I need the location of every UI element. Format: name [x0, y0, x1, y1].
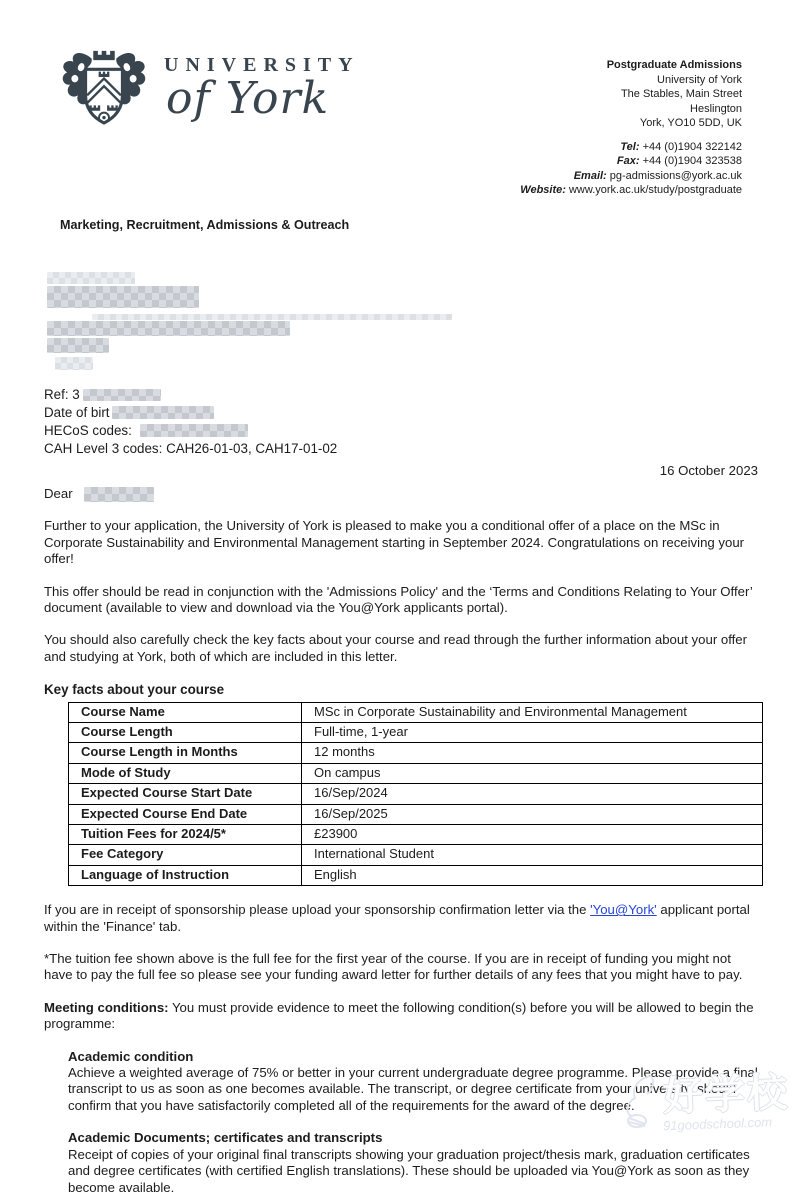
dob-line [44, 404, 758, 422]
tel-value: +44 (0)1904 322142 [642, 140, 742, 153]
contact-address2: Heslington [690, 102, 742, 115]
table-row [69, 865, 763, 885]
contact-address3: York, YO10 5DD, UK [639, 117, 742, 129]
row-label: Course Length [69, 722, 302, 742]
row-value: On campus [302, 763, 763, 783]
wordmark-university: UNIVERSITY [164, 54, 360, 76]
row-label: Course Name [69, 702, 302, 722]
you-at-york-link[interactable]: 'You@York' [590, 902, 657, 918]
row-label: Tuition Fees for 2024/5* [69, 825, 302, 845]
cah-line: CAH Level 3 codes: CAH26-01-03, CAH17-01-02 [44, 440, 338, 456]
condition-heading: Academic condition [68, 1048, 194, 1064]
sender-contact-block [520, 40, 742, 198]
row-value: £23900 [302, 825, 763, 845]
redacted-line [47, 286, 199, 308]
reference-block [44, 386, 758, 458]
row-label: Fee Category [69, 845, 302, 865]
contact-tel [520, 140, 742, 155]
row-value: Full-time, 1-year [302, 722, 763, 742]
meeting-conditions-text: You must provide evidence to meet the following condition(s) before you will be allowed to begin the programme: [44, 999, 754, 1032]
ref-label: Ref: 3 [44, 386, 80, 402]
table-row [69, 702, 763, 722]
email-label: Email: [573, 169, 607, 182]
key-facts-table [68, 702, 763, 887]
table-row [69, 845, 763, 865]
recipient-address-redacted [47, 272, 800, 370]
watermark-cn: 好学校 [662, 1070, 790, 1120]
redacted-hecos [140, 424, 248, 437]
redacted-line [92, 314, 452, 320]
condition-academic [68, 1049, 758, 1115]
table-row [69, 722, 763, 742]
sponsorship-pre: If you are in receipt of sponsorship please upload your sponsorship confirmation letter via the [44, 902, 591, 918]
redacted-dob [112, 406, 214, 419]
hecos-line [44, 422, 758, 440]
letter-body [44, 386, 758, 1196]
contact-website [520, 183, 742, 198]
condition-body: Achieve a weighted average of 75% or better in your current undergraduate degree programme. Please provide a final transcript to us as soon as one becomes available. The transcript, or degree certificate from your university, should confirm that you have satisfactorily completed all of the requirements for the award of the degree. [68, 1065, 758, 1113]
university-wordmark [164, 54, 360, 124]
paragraph-offer: Further to your application, the University of York is pleased to make you a conditional offer of a place on the MSc in Corporate Sustainability and Environmental Management starting in September 2024. Congratulations on receiving your offer! [44, 518, 745, 567]
meeting-conditions-label: Meeting conditions: [44, 999, 169, 1015]
row-label: Expected Course Start Date [69, 784, 302, 804]
contact-dept: Postgraduate Admissions [606, 59, 742, 71]
watermark-url: 91goodschool.com [662, 1114, 773, 1134]
contact-fax [520, 154, 742, 169]
paragraph-keyfacts-note: You should also carefully check the key facts about your course and read through the further information about your offer and studying at York, both of which are included in this letter. [44, 632, 748, 664]
redacted-line [55, 357, 93, 370]
fax-label: Fax: [616, 155, 640, 167]
row-label: Expected Course End Date [69, 804, 302, 824]
row-value: 16/Sep/2025 [302, 804, 763, 824]
email-value: pg-admissions@york.ac.uk [609, 169, 742, 182]
ref-line [44, 386, 758, 404]
hecos-label: HECoS codes: [44, 422, 132, 438]
row-label: Language of Instruction [69, 865, 302, 885]
wordmark-of-york: of York [166, 73, 330, 124]
redacted-name [84, 487, 154, 502]
redacted-line [47, 338, 109, 353]
row-value: MSc in Corporate Sustainability and Environmental Management [302, 702, 763, 722]
row-label: Mode of Study [69, 763, 302, 783]
fax-value: +44 (0)1904 323538 [642, 155, 742, 167]
paragraph-policy: This offer should be read in conjunction with the 'Admissions Policy' and the ‘Terms and Conditions Relating to Your Offer’ document (available to view and download via the You@York applicants portal). [44, 583, 753, 615]
redacted-line [47, 272, 135, 284]
dob-label: Date of birt [44, 404, 110, 420]
condition-body: Receipt of copies of your original final transcripts showing your graduation project/thesis mark, graduation certificates and degree certificates (with certified English translations). These should be uploaded via You@York as soon as they become available. [68, 1146, 750, 1195]
table-row [69, 825, 763, 845]
website-label: Website: [520, 184, 566, 196]
table-row [69, 784, 763, 804]
row-value: 12 months [302, 743, 763, 763]
letter-header [0, 0, 800, 198]
sender-department: Marketing, Recruitment, Admissions & Outreach [60, 217, 350, 232]
row-value: English [302, 865, 763, 885]
row-value: International Student [302, 845, 763, 865]
salutation-line [44, 486, 758, 502]
paragraph-fee-note: *The tuition fee shown above is the full fee for the first year of the course. If you are in receipt of funding you might not have to pay the full fee so please see your funding award letter for further details of any fees that you might have to pay. [44, 951, 743, 983]
tel-label: Tel: [620, 140, 640, 153]
contact-address1: The Stables, Main Street [620, 88, 742, 100]
university-logo [58, 40, 360, 198]
table-row [69, 743, 763, 763]
letter-date: 16 October 2023 [659, 462, 758, 478]
paragraph-sponsorship [44, 902, 758, 935]
contact-email [520, 169, 742, 184]
university-crest-icon [58, 40, 150, 140]
key-facts-heading: Key facts about your course [44, 682, 225, 698]
table-row [69, 763, 763, 783]
paragraph-meeting-conditions [44, 1000, 758, 1033]
condition-heading: Academic Documents; certificates and transcripts [68, 1130, 383, 1146]
contact-org: University of York [657, 73, 742, 86]
row-value: 16/Sep/2024 [302, 784, 763, 804]
table-row [69, 804, 763, 824]
condition-documents [68, 1130, 758, 1196]
website-value: www.york.ac.uk/study/postgraduate [568, 184, 742, 196]
row-label: Course Length in Months [69, 743, 302, 763]
redacted-ref [83, 389, 161, 401]
redacted-line [47, 321, 290, 336]
salutation-text: Dear [44, 485, 73, 501]
sponsorship-post: applicant portal within the 'Finance' tab. [44, 902, 750, 934]
